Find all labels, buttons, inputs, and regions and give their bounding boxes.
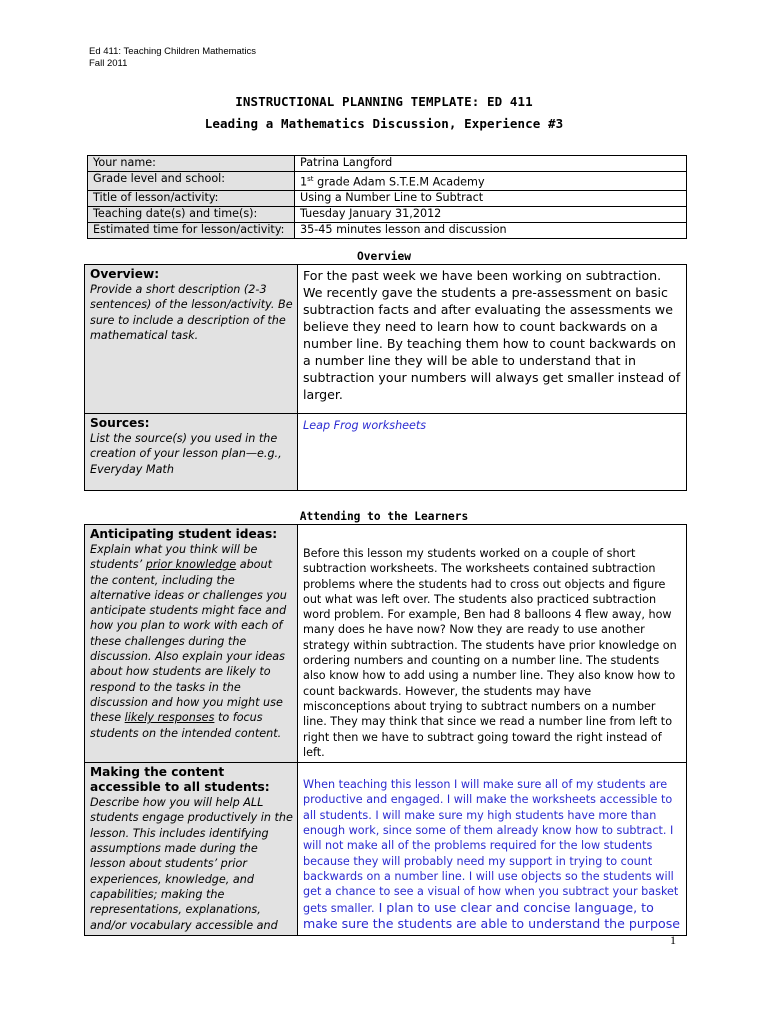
learners-table (84, 524, 687, 936)
term: Fall 2011 (89, 58, 128, 69)
grade-value (295, 172, 687, 191)
name-label: Your name: (88, 156, 295, 172)
overview-heading: Overview (357, 250, 411, 263)
anticipating-desc-part1: Explain what you think will be students’ (90, 543, 258, 572)
anticipating-content-cell (298, 525, 687, 763)
overview-content-cell (298, 265, 687, 414)
overview-row (85, 265, 687, 414)
accessible-text (303, 777, 681, 932)
anticipating-desc-part2: about the content, including the alternative ideas or challenges you anticipate students might face and how you plan to work with each of these challenges during the discussion. Also explain your ideas about how students are likely to respond to the tasks in the discussion and how you might use these (90, 558, 287, 725)
likely-responses-underline: likely responses (124, 711, 215, 725)
page-subtitle: Leading a Mathematics Discussion, Experience #3 (204, 116, 564, 131)
accessible-text-large: I plan to use clear and concise language, to make sure the students are able to understand the purpose (303, 899, 681, 931)
grade-school: grade Adam S.T.E.M Academy (313, 175, 485, 189)
lesson-value: Using a Number Line to Subtract (295, 190, 687, 206)
accessible-label-cell (85, 763, 298, 936)
grade-superscript: st (307, 175, 314, 183)
anticipating-row (85, 525, 687, 763)
info-row-time (88, 222, 687, 238)
accessible-label: Making the content accessible to all students: (90, 765, 270, 795)
date-label: Teaching date(s) and time(s): (88, 206, 295, 222)
sources-label-cell (85, 414, 298, 491)
anticipating-text: Before this lesson my students worked on a couple of short subtraction worksheets. The worksheets contained subtraction problems where the students had to cross out objects and figure out what was left over. The students also practiced subtraction word problem. For example, Ben had 8 balloons 4 flew away, how many does he have now? Now they are ready to use another strategy within subtraction. The students have prior knowledge on ordering numbers and counting on a number line. The students also know how to add using a number line. They also know how to count backwards. However, the students may have misconceptions about trying to subtract numbers on a number line. They may think that since we read a number line from left to right then we have to subtract going toward the right instead of left. (303, 547, 677, 759)
learners-heading: Attending to the Learners (299, 510, 469, 523)
anticipating-label: Anticipating student ideas: (90, 527, 278, 541)
anticipating-desc-part3: to focus students on the intended content. (90, 711, 282, 740)
overview-label-cell (85, 265, 298, 414)
sources-text: Leap Frog worksheets (303, 419, 427, 432)
sources-label: Sources: (90, 416, 150, 430)
overview-description: Provide a short description (2-3 sentences) of the lesson/activity. Be sure to include a description of the mathematical task. (90, 283, 293, 342)
overview-table (84, 264, 687, 491)
info-row-name (88, 156, 687, 172)
info-table (87, 155, 687, 239)
time-label: Estimated time for lesson/activity: (88, 222, 295, 238)
anticipating-label-cell (85, 525, 298, 763)
date-value: Tuesday January 31,2012 (295, 206, 687, 222)
page-number: 1 (670, 933, 676, 947)
name-value: Patrina Langford (295, 156, 687, 172)
accessible-text-main: When teaching this lesson I will make sure all of my students are productive and engaged. I will make the worksheets accessible to all students. I will make sure my high students have more than enough work, since some of them already know how to subtract. I will not make all of the problems required for the low students because they will probably need my support in trying to count backwards on a number line. I will use objects so the students will get a chance to see a visual of how when you subtract your basket gets smaller. (303, 778, 679, 915)
lesson-label: Title of lesson/activity: (88, 190, 295, 206)
accessible-row (85, 763, 687, 936)
grade-label: Grade level and school: (88, 172, 295, 191)
time-value: 35-45 minutes lesson and discussion (295, 222, 687, 238)
accessible-description: Describe how you will help ALL students engage productively in the lesson. This includes identifying assumptions made during the lesson about students’ prior experiences, knowledge, and capabilities; making the representations, explanations, and/or vocabulary accessible and (90, 796, 293, 932)
sources-description: List the source(s) you used in the creation of your lesson plan—e.g., Everyday Math (90, 432, 282, 476)
overview-label: Overview: (90, 267, 160, 281)
sources-row (85, 414, 687, 491)
grade-number: 1 (300, 175, 308, 189)
overview-text: For the past week we have been working on subtraction. We recently gave the students a pre-assessment on basic subtraction facts and after evaluating the assessments we believe they need to learn how to count backwards on a number line. By teaching them how to count backwards on a number line they will be able to understand that in subtraction your numbers will always get smaller instead of larger. (303, 268, 681, 402)
prior-knowledge-underline: prior knowledge (145, 558, 237, 572)
anticipating-description (90, 542, 293, 741)
accessible-content-cell (298, 763, 687, 936)
sources-content-cell (298, 414, 687, 491)
course-name: Ed 411: Teaching Children Mathematics (89, 46, 257, 57)
info-row-date (88, 206, 687, 222)
page-title: INSTRUCTIONAL PLANNING TEMPLATE: ED 411 (235, 94, 533, 109)
info-row-grade (88, 172, 687, 191)
info-row-lesson (88, 190, 687, 206)
